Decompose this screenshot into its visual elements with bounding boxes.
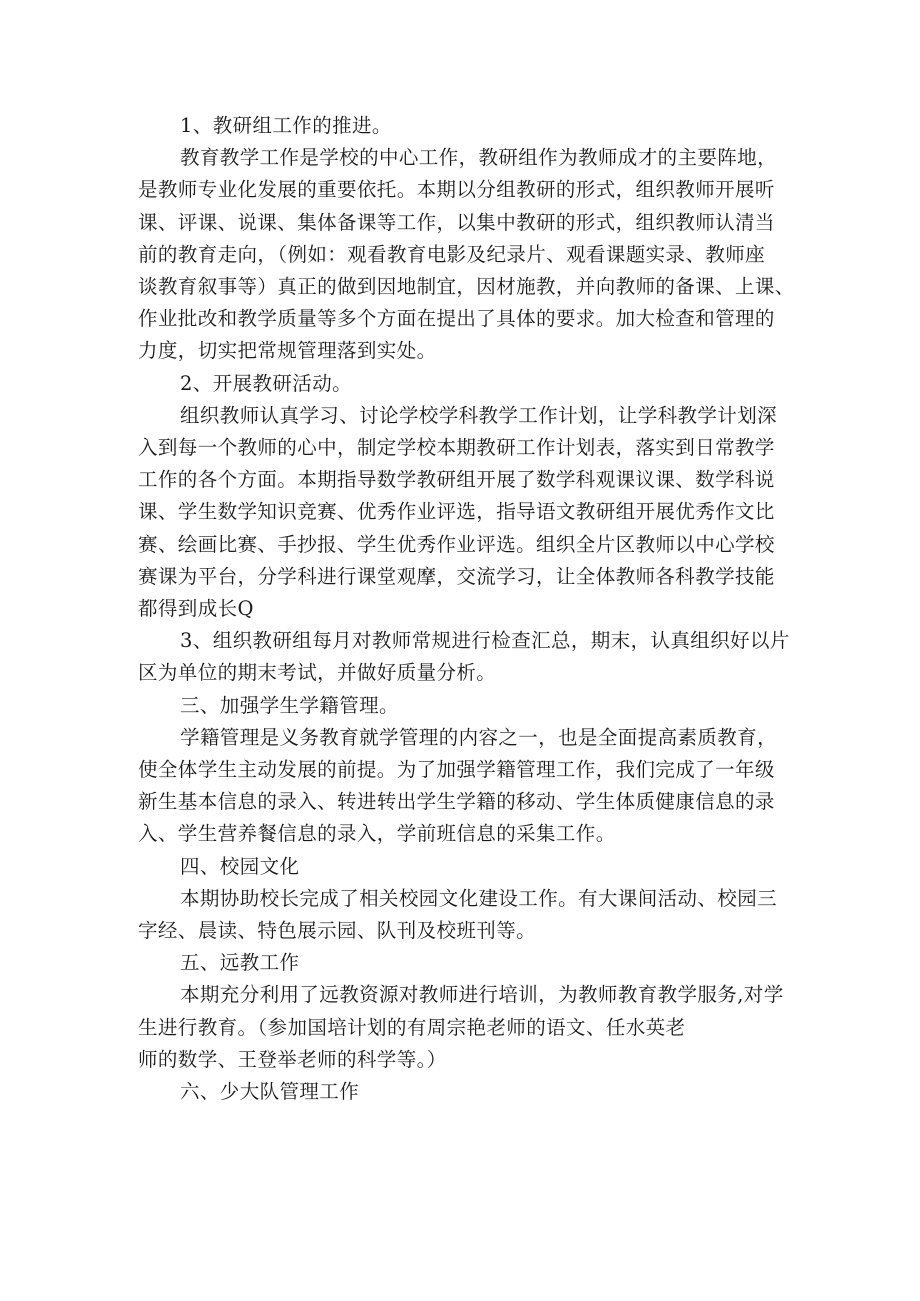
- text-line: 五、远教工作: [180, 951, 300, 975]
- text-line: 都得到成长Q: [138, 597, 254, 621]
- text-line: 师的数学、王登举老师的科学等。）: [138, 1047, 447, 1071]
- text-line: 本期充分利用了远教资源对教师进行培训，为教师教育教学服务,对学: [180, 983, 784, 1007]
- text-line: 2、开展教研活动。: [180, 371, 353, 395]
- text-line: 3、组织教研组每月对教师常规进行检查汇总，期末，认真组织好以片: [180, 629, 790, 653]
- text-line: 教育教学工作是学校的中心工作，教研组作为教师成才的主要阵地，: [180, 146, 778, 170]
- text-line: 学籍管理是义务教育就学管理的内容之一，也是全面提高素质教育，: [180, 725, 778, 749]
- text-line: 字经、晨读、特色展示园、队刊及校班刊等。: [138, 919, 537, 943]
- text-line: 本期协助校长完成了相关校园文化建设工作。有大课间活动、校园三: [180, 886, 778, 910]
- text-line: 赛课为平台，分学科进行课堂观摩，交流学习，让全体教师各科教学技能: [138, 564, 775, 588]
- text-line: 三、加强学生学籍管理。: [180, 693, 399, 717]
- document-body: [138, 110, 798, 1108]
- text-line: 六、少大队管理工作: [180, 1080, 360, 1104]
- text-line: 1、教研组工作的推进。: [180, 114, 392, 137]
- text-line: 是教师专业化发展的重要依托。本期以分组教研的形式，组织教师开展听: [138, 178, 775, 202]
- text-line: 组织教师认真学习、讨论学校学科教学工作计划，让学科教学计划深: [180, 403, 778, 427]
- text-line: 力度，切实把常规管理落到实处。: [138, 339, 437, 363]
- text-line: 入到每一个教师的心中，制定学校本期教研工作计划表，落实到日常教学: [138, 436, 775, 460]
- text-line: 课、评课、说课、集体备课等工作，以集中教研的形式，组织教师认清当: [138, 210, 775, 234]
- text-line: 新生基本信息的录入、转进转出学生学籍的移动、学生体质健康信息的录: [138, 790, 775, 814]
- text-line: 区为单位的期末考试，并做好质量分析。: [138, 661, 497, 685]
- text-line: 前的教育走向，（例如：观看教育电影及纪录片、观看课题实录、教师座: [138, 242, 766, 266]
- text-line: 赛、绘画比赛、手抄报、学生优秀作业评选。组织全片区教师以中心学校: [138, 532, 775, 556]
- text-line: 生进行教育。（参加国培计划的有周宗艳老师的语文、任水英老: [138, 1015, 686, 1039]
- text-line: 工作的各个方面。本期指导数学教研组开展了数学科观课议课、数学科说: [138, 468, 775, 492]
- text-line: 谈教育叙事等）真正的做到因地制宜，因材施教，并向教师的备课、上课、: [138, 275, 795, 299]
- text-line: 作业批改和教学质量等多个方面在提出了具体的要求。加大检查和管理的: [138, 307, 775, 331]
- text-line: 四、校园文化: [180, 854, 300, 878]
- text-line: 课、学生数学知识竞赛、优秀作业评选，指导语文教研组开展优秀作文比: [138, 500, 775, 524]
- text-line: 入、学生营养餐信息的录入，学前班信息的采集工作。: [138, 822, 616, 846]
- text-line: 使全体学生主动发展的前提。为了加强学籍管理工作，我们完成了一年级: [138, 758, 775, 782]
